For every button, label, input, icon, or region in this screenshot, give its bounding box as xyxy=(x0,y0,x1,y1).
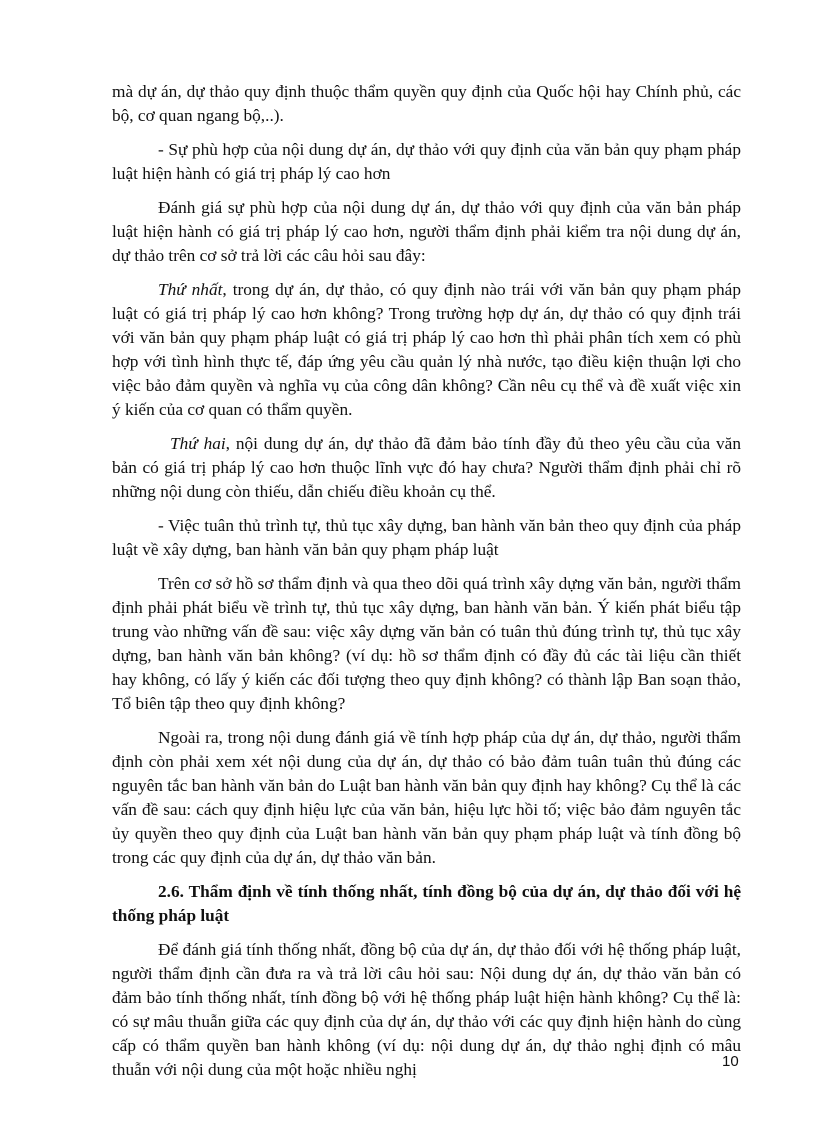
paragraph-consistency-evaluation: Để đánh giá tính thống nhất, đồng bộ của dự án, dự thảo đối với hệ thống pháp luật, người thẩm định cần đưa ra và trả lời câu hỏi sau: Nội dung dự án, dự thảo văn bản có đảm bảo tính thống nhất, tính đồng bộ với hệ thống pháp luật hiện hành không? Cụ thể là: có sự mâu thuẫn giữa các quy định của dự án, dự thảo với các quy định hiện hành do cùng cấp có thẩm quyền ban hành không (ví dụ: nội dung dự án, dự thảo nghị định có mâu thuẫn với nội dung của một hoặc nhiều nghị xyxy=(112,940,741,1079)
paragraph-second-question xyxy=(112,432,741,504)
page-number: 10 xyxy=(722,1053,739,1070)
paragraph-procedure-item: - Việc tuân thủ trình tự, thủ tục xây dựng, ban hành văn bản theo quy định của pháp luật về xây dựng, ban hành văn bản quy phạm pháp luật xyxy=(112,516,741,559)
first-text: , trong dự án, dự thảo, có quy định nào trái với văn bản quy phạm pháp luật có giá trị pháp lý cao hơn không? Trong trường hợp dự án, dự thảo có quy định trái với văn bản quy phạm pháp luật có giá trị pháp lý cao hơn thì phải phân tích xem có phù hợp với tình hình thực tế, đáp ứng yêu cầu quản lý nhà nước, tạo điều kiện thuận lợi cho việc bảo đảm quyền và nghĩa vụ của công dân không? Cần nêu cụ thể và đề xuất việc xin ý kiến của cơ quan có thẩm quyền. xyxy=(112,280,741,419)
paragraph-legality-additional: Ngoài ra, trong nội dung đánh giá về tính hợp pháp của dự án, dự thảo, người thẩm định còn phải xem xét nội dung của dự án, dự thảo có bảo đảm tuân tuân thủ đúng các nguyên tắc ban hành văn bản do Luật ban hành văn bản quy định hay không? Cụ thể là các vấn đề sau: cách quy định hiệu lực của văn bản, hiệu lực hồi tố; việc bảo đảm nguyên tắc ủy quyền theo quy định của Luật ban hành văn bản quy phạm pháp luật và tính đồng bộ trong các quy định của dự án, dự thảo văn bản. xyxy=(112,728,741,867)
paragraph-1: mà dự án, dự thảo quy định thuộc thẩm quyền quy định của Quốc hội hay Chính phủ, các bộ, cơ quan ngang bộ,..). xyxy=(112,82,741,125)
paragraph-conformity-evaluation: Đánh giá sự phù hợp của nội dung dự án, dự thảo với quy định của văn bản pháp luật hiện hành có giá trị pháp lý cao hơn, người thẩm định phải kiểm tra nội dung dự án, dự thảo trên cơ sở trả lời các câu hỏi sau đây: xyxy=(112,198,741,265)
paragraph-first-question xyxy=(112,278,741,422)
paragraph-conformity-item: - Sự phù hợp của nội dung dự án, dự thảo với quy định của văn bản quy phạm pháp luật hiện hành có giá trị pháp lý cao hơn xyxy=(112,140,741,183)
second-text: , nội dung dự án, dự thảo đã đảm bảo tính đầy đủ theo yêu cầu của văn bản có giá trị pháp lý cao hơn thuộc lĩnh vực đó hay chưa? Người thẩm định phải chỉ rõ những nội dung còn thiếu, dẫn chiếu điều khoản cụ thể. xyxy=(112,434,741,501)
section-heading: 2.6. Thẩm định về tính thống nhất, tính đồng bộ của dự án, dự thảo đối với hệ thống pháp luật xyxy=(112,882,741,925)
first-label: Thứ nhất xyxy=(158,280,223,299)
document-page xyxy=(112,80,741,1092)
paragraph-procedure-evaluation: Trên cơ sở hồ sơ thẩm định và qua theo dõi quá trình xây dựng văn bản, người thẩm định phải phát biểu về trình tự, thủ tục xây dựng, ban hành văn bản. Ý kiến phát biểu tập trung vào những vấn đề sau: việc xây dựng văn bản có tuân thủ đúng trình tự, thủ tục xây dựng, ban hành văn bản không? (ví dụ: hồ sơ thẩm định có đầy đủ các tài liệu cần thiết hay không, có lấy ý kiến các đối tượng theo quy định không? có thành lập Ban soạn thảo, Tổ biên tập theo quy định không? xyxy=(112,574,741,713)
second-label: Thứ hai xyxy=(170,434,226,453)
